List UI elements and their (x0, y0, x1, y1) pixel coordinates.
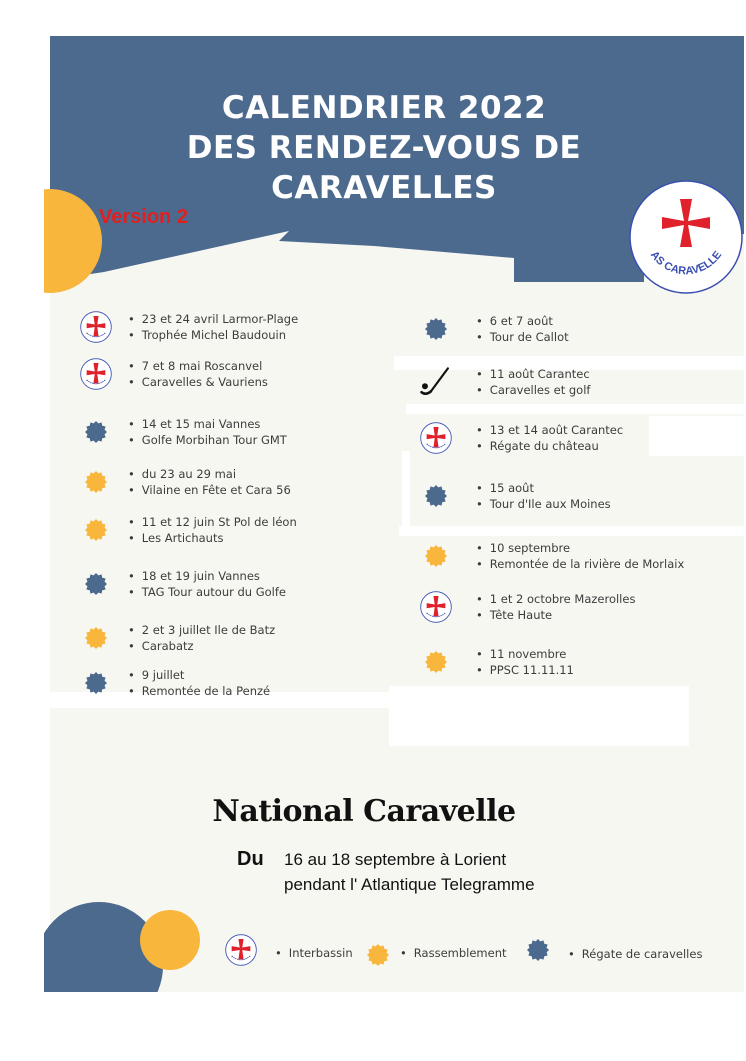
event-date: • 11 août Carantec (476, 366, 590, 382)
event-item (476, 366, 590, 398)
event-item (128, 466, 291, 498)
orange-sun-icon (419, 645, 453, 684)
golf-club-icon (419, 365, 453, 404)
event-item (128, 667, 270, 699)
event-date: • du 23 au 29 mai (128, 466, 291, 482)
event-item (476, 313, 569, 345)
event-item (476, 540, 684, 572)
national-during: pendant l' Atlantique Telegramme (284, 875, 535, 894)
legend-navy-sun-icon (521, 933, 555, 972)
event-name: • Carabatz (128, 638, 275, 654)
event-item (128, 568, 286, 600)
event-name: • Les Artichauts (128, 530, 297, 546)
event-name: • PPSC 11.11.11 (476, 662, 574, 678)
orange-sun-icon (79, 621, 113, 660)
interbassin-logo-icon (419, 590, 453, 629)
logo-text: AS CARAVELLE (647, 249, 725, 278)
event-item (476, 646, 574, 678)
legend-rassemblement: • Rassemblement (400, 946, 507, 960)
event-item (128, 514, 297, 546)
event-date: • 15 août (476, 480, 611, 496)
title-line-3: CARAVELLES (271, 170, 497, 206)
event-name: • Caravelles & Vauriens (128, 374, 268, 390)
navy-sun-icon (79, 567, 113, 606)
event-item (476, 422, 623, 454)
event-date: • 10 septembre (476, 540, 684, 556)
national-title: National Caravelle (212, 794, 516, 829)
event-date: • 9 juillet (128, 667, 270, 683)
event-date: • 11 et 12 juin St Pol de léon (128, 514, 297, 530)
event-name: • Tour de Callot (476, 329, 569, 345)
event-item (476, 591, 635, 623)
event-name: • Caravelles et golf (476, 382, 590, 398)
version-label: Version 2 (99, 206, 188, 228)
event-name: • Vilaine en Fête et Cara 56 (128, 482, 291, 498)
calendar-poster (44, 36, 744, 992)
event-name: • Remontée de la Penzé (128, 683, 270, 699)
interbassin-logo-icon (419, 421, 453, 460)
event-date: • 2 et 3 juillet Ile de Batz (128, 622, 275, 638)
event-date: • 14 et 15 mai Vannes (128, 416, 287, 432)
event-name: • TAG Tour autour du Golfe (128, 584, 286, 600)
national-du: Du (237, 848, 264, 870)
interbassin-logo-icon (79, 310, 113, 349)
legend-regate: • Régate de caravelles (568, 947, 702, 961)
navy-sun-icon (79, 666, 113, 705)
as-caravelle-logo (628, 179, 744, 295)
event-item (128, 358, 268, 390)
national-dates: 16 au 18 septembre à Lorient (284, 850, 507, 869)
event-date: • 1 et 2 octobre Mazerolles (476, 591, 635, 607)
legend-interbassin: • Interbassin (275, 946, 353, 960)
event-date: • 6 et 7 août (476, 313, 569, 329)
event-name: • Remontée de la rivière de Morlaix (476, 556, 684, 572)
event-date: • 7 et 8 mai Roscanvel (128, 358, 268, 374)
title-line-2: DES RENDEZ-VOUS DE (186, 130, 582, 166)
navy-sun-icon (79, 415, 113, 454)
event-date: • 13 et 14 août Carantec (476, 422, 623, 438)
interbassin-logo-icon (79, 357, 113, 396)
navy-sun-icon (419, 312, 453, 351)
event-name: • Tête Haute (476, 607, 635, 623)
orange-sun-icon (79, 465, 113, 504)
event-date: • 23 et 24 avril Larmor-Plage (128, 311, 298, 327)
orange-sun-icon (79, 513, 113, 552)
event-item (128, 416, 287, 448)
event-date: • 11 novembre (476, 646, 574, 662)
orange-sun-icon (419, 539, 453, 578)
navy-sun-icon (419, 479, 453, 518)
title-line-1: CALENDRIER 2022 (221, 90, 547, 126)
event-name: • Régate du château (476, 438, 623, 454)
legend-orange-sun-icon (361, 938, 395, 977)
event-name: • Tour d'Ile aux Moines (476, 496, 611, 512)
event-item (128, 311, 298, 343)
event-name: • Golfe Morbihan Tour GMT (128, 432, 287, 448)
event-name: • Trophée Michel Baudouin (128, 327, 298, 343)
event-item (128, 622, 275, 654)
event-item (476, 480, 611, 512)
event-date: • 18 et 19 juin Vannes (128, 568, 286, 584)
legend-interbassin-logo-icon (224, 933, 258, 972)
